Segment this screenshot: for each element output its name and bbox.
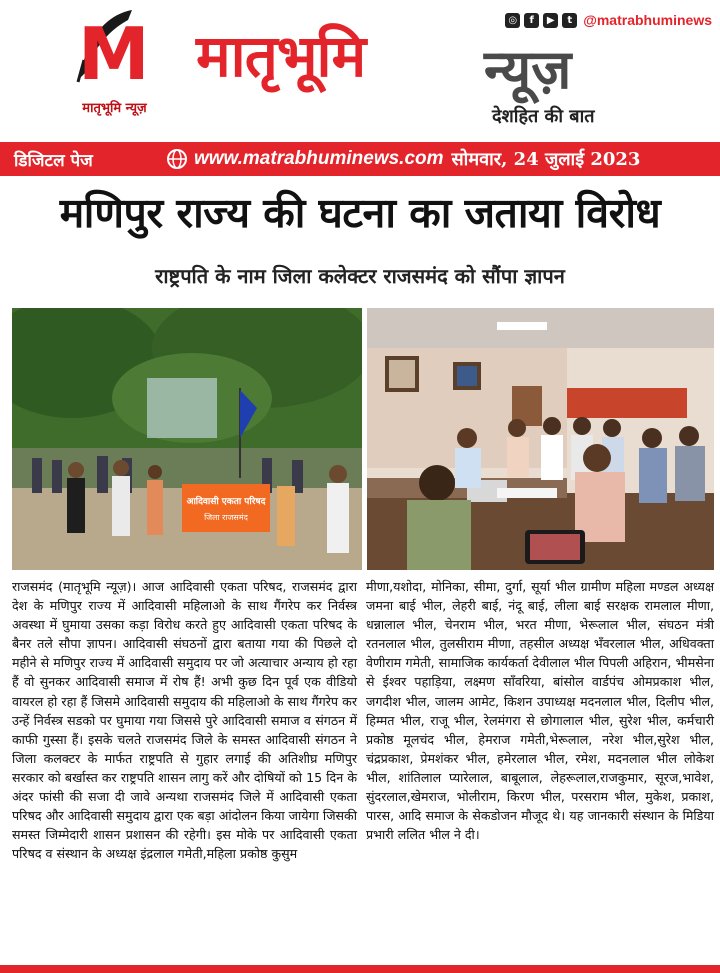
article-subheadline: राष्ट्रपति के नाम जिला कलेक्टर राजसमंद को सौंपा ज्ञापन (155, 264, 565, 288)
section-label: डिजिटल पेज (14, 150, 93, 171)
masthead-tagline: देशहित की बात (492, 106, 595, 127)
article-body-column-right: मीणा,यशोदा, मोनिका, सीमा, दुर्गा, सूर्या भील ग्रामीण महिला मण्डल अध्यक्ष जमना बाई भील, लेहरी बाई, नंदू बाई, लीला बाई सरक्षक रामलाल मीणा, धन्नालाल भील, चेनराम भील, भरत मीणा, भेरूलाल भील, संघठन मंत्री रतनलाल भील, तुलसीराम मीणा, तहसील अध्यक्ष भँवरलाल भील, अधिवक्ता वेणीराम गमेती, सामाजिक कार्यकर्ता देवीलाल भील पिपली अहिरान, भीमसेना से ईश्वर पहाड़िया, लक्ष्मण साँवरिया, बांसोल वार्डपंच ओमप्रकाश भील, जगदीश भील, जालम आमेट, किशन उपाध्यक्ष मदनलाल भील, दिलीप भील, हिम्मत भील, राजू भील, रेलमंगरा से छोगालाल भील, सुरेश भील, कर्मचारी प्रकोष्ठ मूलचंद भील, हेमराज गमेती,भेरूलाल, नरेश भील,सुरेश भील, चंद्रप्रकाश, प्रेमशंकर भील, हमेरलाल भील, रमेश, मदनलाल भील लोकेश भील, शांतिलाल प्यारेलाल, बाबूलाल, लेहरूलाल,राजकुमार, सूरज,भावेश, सुंदरलाल,खेमराज, भोलीराम, किरण भील, परसराम भील, मुकेश, प्रकाश, पारस, आदि समाज के सेकडोजन मौजूद थे। यह जानकारी संस्थान के मिडिया प्रभारी ललित भील ने दी। (366, 579, 714, 843)
logo-caption: मातृभूमि न्यूज़ (82, 101, 147, 116)
youtube-icon[interactable]: ▶ (543, 13, 558, 28)
protest-march-photo (12, 308, 362, 570)
masthead-title-suffix: न्यूज़ (484, 37, 572, 101)
issue-date: सोमवार, 24 जुलाई 2023 (451, 149, 641, 170)
march-banner-text: आदिवासी एकता परिषद (186, 497, 266, 507)
memorandum-handover-photo (367, 308, 714, 570)
brand-logo[interactable] (52, 6, 177, 131)
twitter-icon[interactable]: t (562, 13, 577, 28)
facebook-icon[interactable]: f (524, 13, 539, 28)
logo-letter-m: M (78, 12, 150, 96)
article-body-column-left: राजसमंद (मातृभूमि न्यूज़)। आज आदिवासी एकता परिषद, राजसमंद द्वारा देश के मणिपुर राज्य में आदिवासी महिलाओ के साथ गैंगरेप कर निर्वस्त्र अवस्था में घुमाया उसका कड़ा विरोध करते हुए आदिवासी एकता परिषद के बैनर तले सौपा ज्ञापन। आदिवासी संघठनों द्वारा बताया गया की पिछले दो महीने से मणिपुर राज्य में आदिवासी समुदाय पर जो अत्याचार अन्याय हो रहा हैं वो सुनकर आदिवासी समाज में रोष हैं! अभी कुछ दिन पूर्व एक वीडियो वायरल हो रहा हैं जिसमे आदिवासी समुदाय की महिलाओ के साथ गैंगरेप कर उन्हें निर्वस्त्र सडको पर घुमाया गया जिससे पुरे आदिवासी समाज व संगठन में काफी गुस्सा हैं। इसके चलते राजसमंद जिले के समस्त आदिवासी संगठन ने जिला कलक्टर के मार्फत राष्ट्रपति से गुहार लगाई की अतिशीघ्र मणिपुर सरकार को बर्खास्त कर राष्ट्रपति शासन लागु करें और दोषियों को 15 दिन के अंदर फांसी की सजा दी जावे अन्यथा राजसमंद जिले में आदिवासी एकता परिषद और आदिवासी समुदाय द्वारा एक बड़ा आंदोलन किया जायेगा जिसकी समस्त जिम्मेदारी शासन प्रशासन की रहेगी। इस मोके पर आदिवासी एकता परिषद व संस्थान के अध्यक्ष इंद्रलाल गमेती,महिला प्रकोष्ठ कुसुम (12, 579, 357, 862)
website-link[interactable]: www.matrabhuminews.com (194, 148, 444, 169)
instagram-icon[interactable]: ◎ (505, 13, 520, 28)
globe-icon (166, 148, 188, 170)
masthead (0, 0, 720, 140)
article-headline: मणिपुर राज्य की घटना का जताया विरोध (59, 189, 661, 237)
date-banner (0, 142, 720, 176)
footer-rule (0, 965, 720, 973)
masthead-title: मातृभूमि (196, 22, 366, 90)
social-handle[interactable]: @matrabhuminews (583, 12, 712, 28)
social-links (505, 12, 712, 28)
march-banner-subtext: जिला राजसमंद (204, 513, 248, 522)
